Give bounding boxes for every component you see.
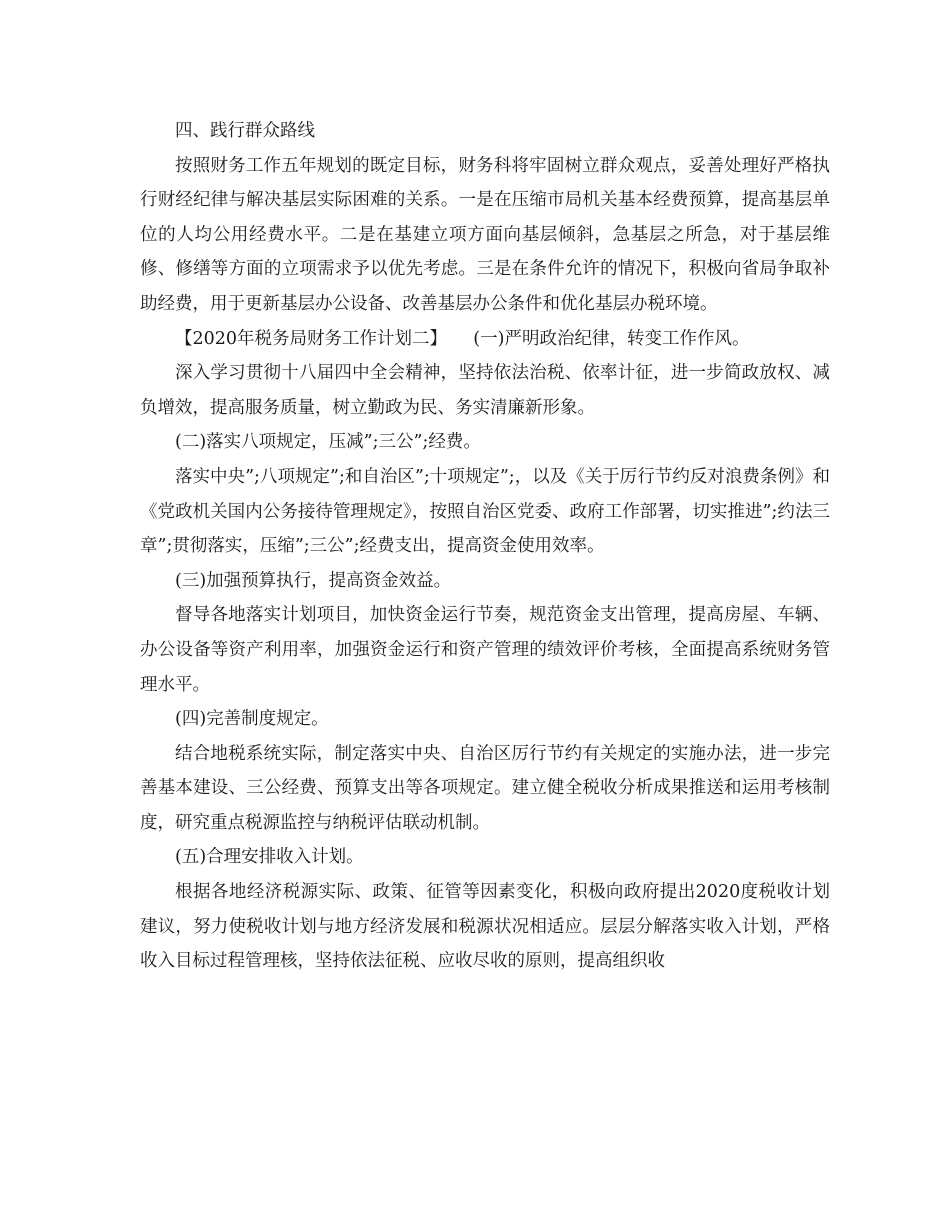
- paragraph-eight-rules: 落实中央”;八项规定”;和自治区”;十项规定”;，以及《关于厉行节约反对浪费条例》和《党政机关国内公务接待管理规定》，按照自治区党委、政府工作部署，切实推进”;约法三章”;贯彻落实，压缩”;三公”;经费支出，提高资金使用效率。: [140, 466, 830, 557]
- paragraph-regulations: 结合地税系统实际，制定落实中央、自治区厉行节约有关规定的实施办法，进一步完善基本建设、三公经费、预算支出等各项规定。建立健全税收分析成果推送和运用考核制度，研究重点税源监控与纳税评估联动机制。: [140, 743, 830, 833]
- subheading-2: (二)落实八项规定，压减”;三公”;经费。: [175, 432, 481, 453]
- subheading-4: (四)完善制度规定。: [175, 709, 329, 730]
- subheading-5: (五)合理安排收入计划。: [175, 847, 364, 868]
- document-body: [140, 114, 830, 979]
- section-heading-4: 四、践行群众路线: [175, 121, 315, 141]
- subheading-3: (三)加强预算执行，提高资金效益。: [175, 570, 452, 591]
- paragraph-revenue-plan: 根据各地经济税源实际、政策、征管等因素变化，积极向政府提出2020度税收计划建议，努力使税收计划与地方经济发展和税源状况相适应。层层分解落实收入计划，严格收入目标过程管理核，坚持依法征税、应收尽收的原则，提高组织收: [140, 882, 830, 972]
- plan-two-title: 【2020年税务局财务工作计划二】 (一)严明政治纪律，转变工作作风。: [175, 328, 750, 349]
- paragraph-discipline: 深入学习贯彻十八届四中全会精神，坚持依法治税、依率计征，进一步简政放权、减负增效，提高服务质量，树立勤政为民、务实清廉新形象。: [140, 363, 830, 418]
- paragraph-budget: 督导各地落实计划项目，加快资金运行节奏，规范资金支出管理，提高房屋、车辆、办公设备等资产利用率，加强资金运行和资产管理的绩效评价考核，全面提高系统财务管理水平。: [140, 605, 830, 695]
- paragraph-mass-line: 按照财务工作五年规划的既定目标，财务科将牢固树立群众观点，妥善处理好严格执行财经纪律与解决基层实际困难的关系。一是在压缩市局机关基本经费预算，提高基层单位的人均公用经费水平。二是在基建立项方面向基层倾斜，急基层之所急，对于基层维修、修缮等方面的立项需求予以优先考虑。三是在条件允许的情况下，积极向省局争取补助经费，用于更新基层办公设备、改善基层办公条件和优化基层办税环境。: [140, 155, 830, 314]
